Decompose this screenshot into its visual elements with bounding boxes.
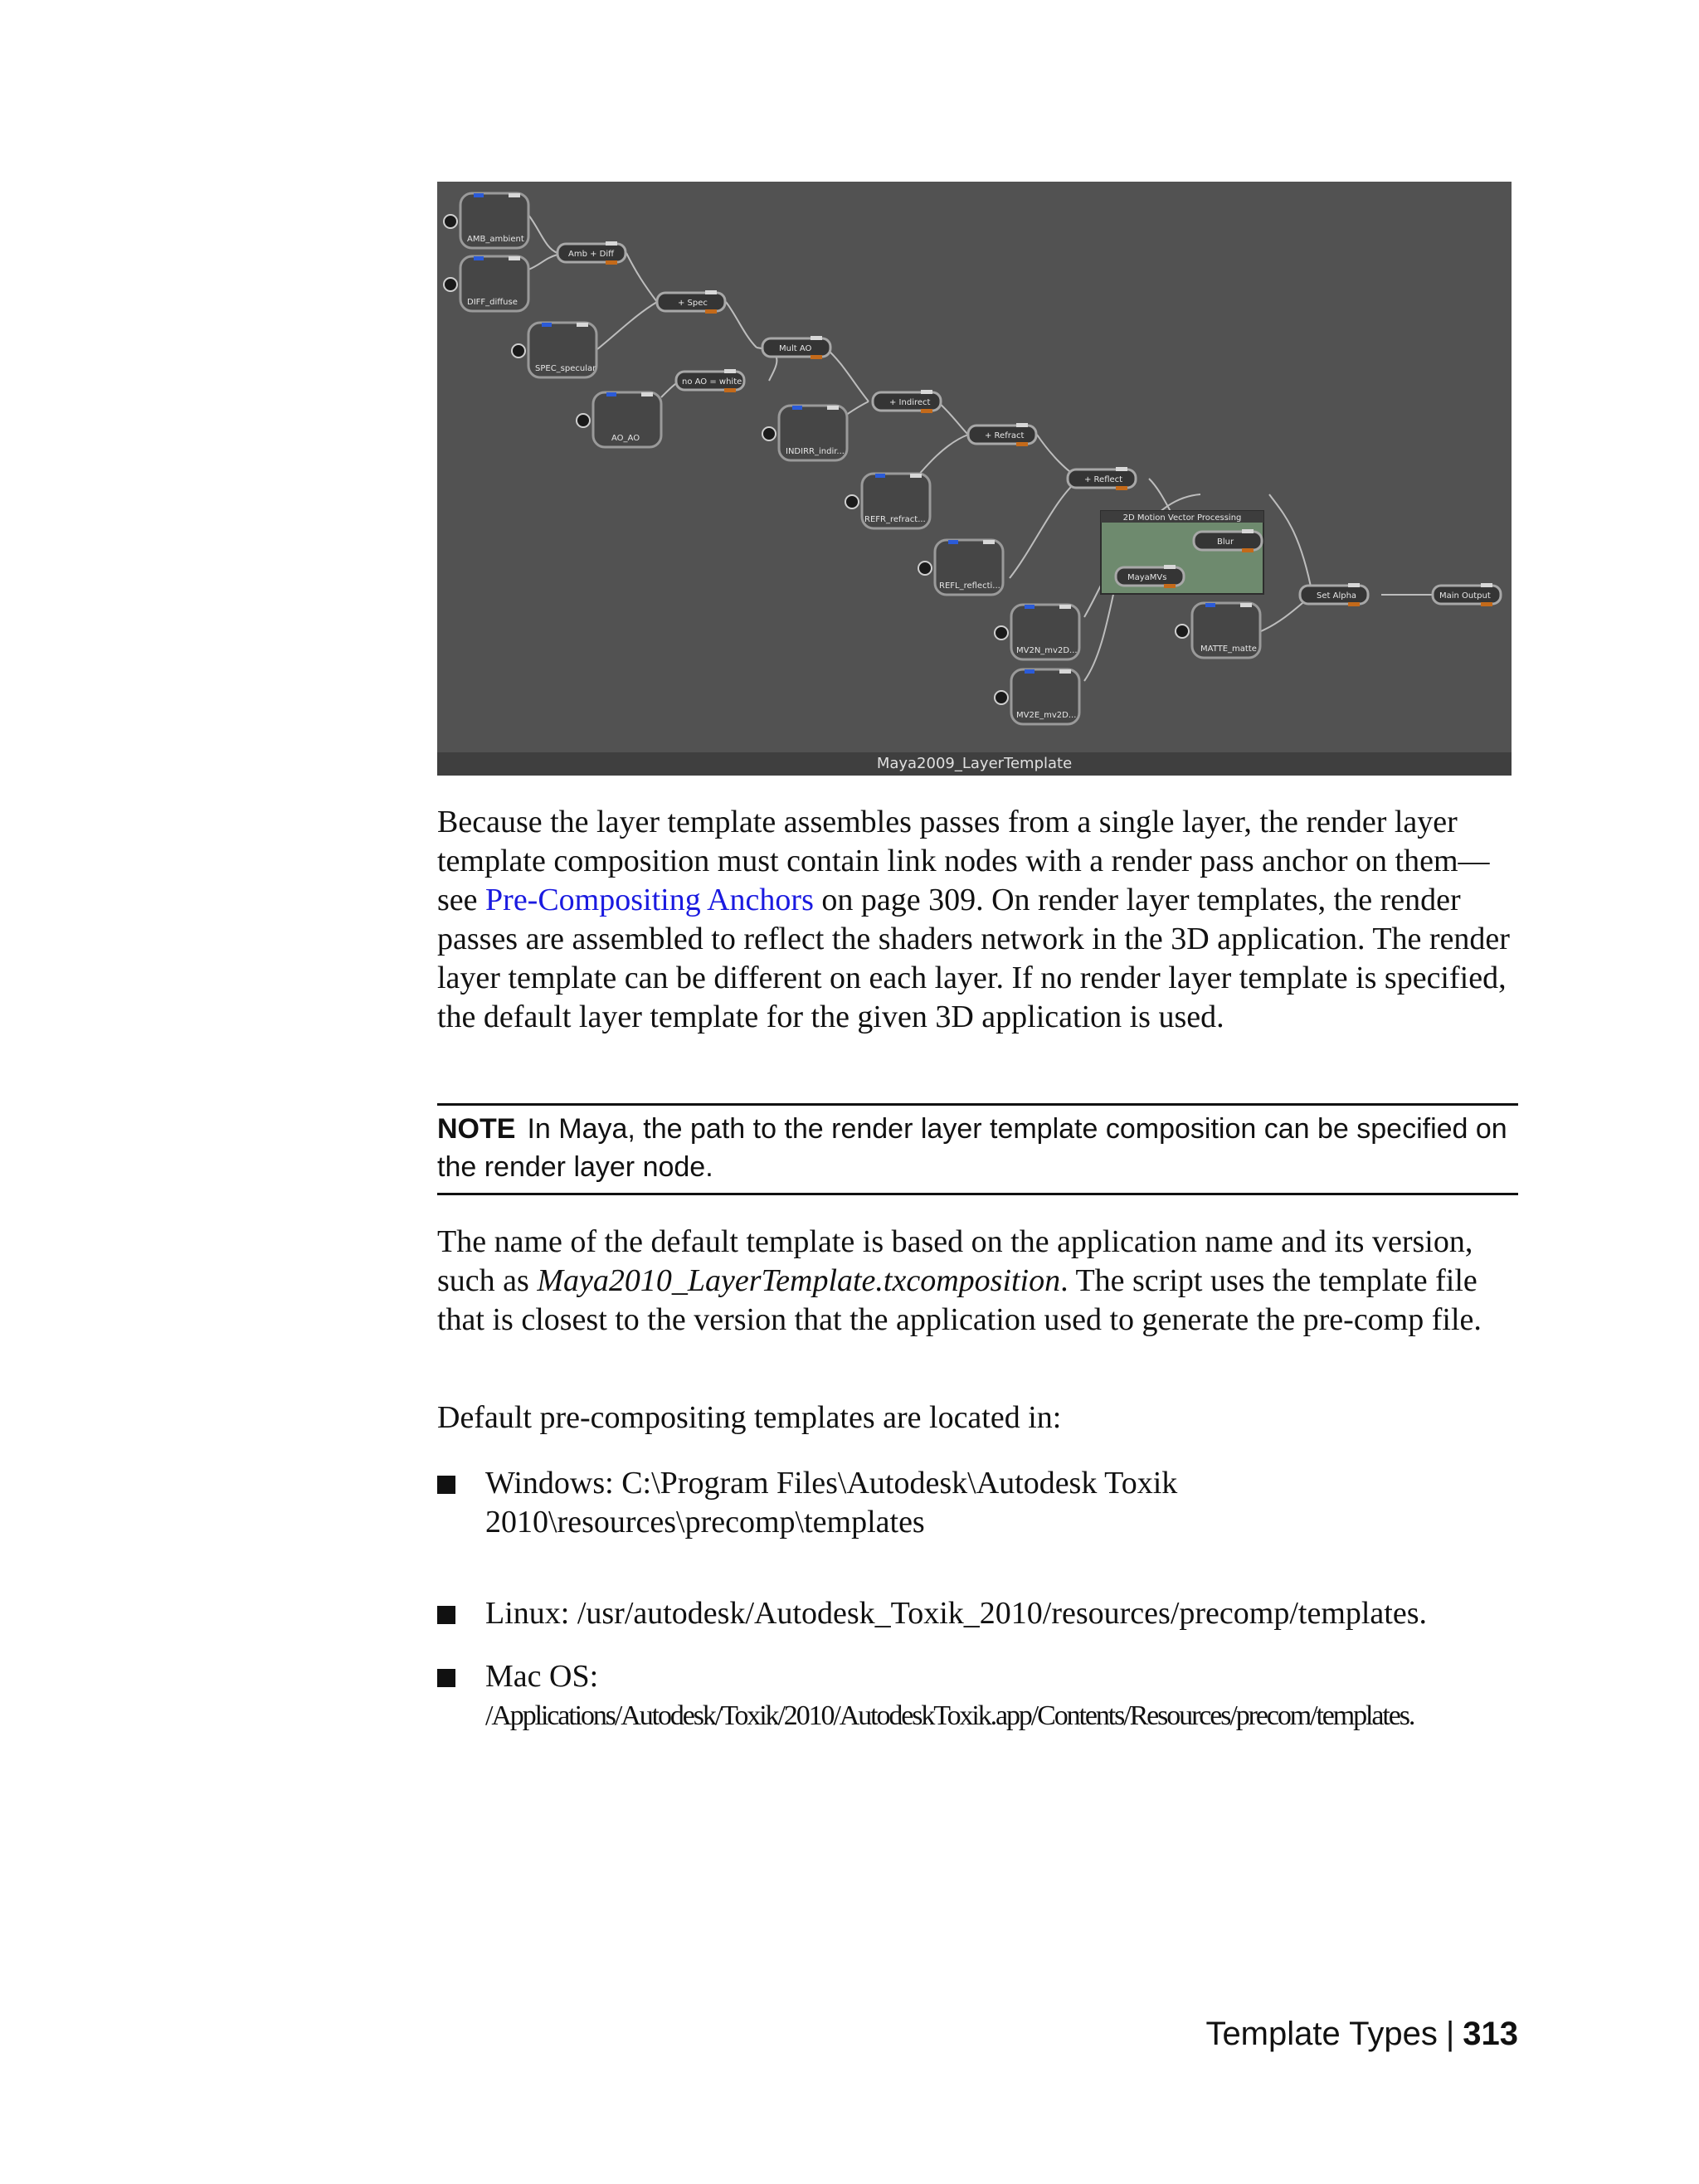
node-graph-figure	[437, 182, 1512, 776]
figure-caption: Maya2009_LayerTemplate	[437, 752, 1512, 776]
svg-text:Amb + Diff: Amb + Diff	[568, 250, 615, 259]
svg-text:AO_AO: AO_AO	[611, 434, 640, 443]
bullet-square-icon	[437, 1606, 455, 1624]
bullet-mac-label: Mac OS:	[485, 1659, 599, 1694]
node-refr-refract	[845, 474, 930, 528]
bullet-mac-content	[485, 1657, 1524, 1735]
svg-text:MV2N_mv2D...: MV2N_mv2D...	[1016, 646, 1078, 655]
svg-text:SPEC_specular: SPEC_specular	[535, 364, 596, 373]
template-filename: Maya2010_LayerTemplate.txcomposition	[537, 1263, 1061, 1298]
footer-section-title: Template Types	[1205, 2016, 1438, 2052]
paragraph-default-template-text-a: The name of the default template is based on the application name and its version, such as	[437, 1224, 1473, 1298]
node-graph	[437, 182, 1512, 776]
node-main-output	[1433, 583, 1501, 606]
paragraph-locations	[437, 1398, 1520, 1437]
svg-text:Main Output: Main Output	[1439, 591, 1491, 601]
graph-wires	[528, 215, 1433, 681]
node-blur	[1194, 529, 1262, 552]
svg-text:+ Indirect: + Indirect	[889, 398, 931, 407]
svg-text:Set Alpha: Set Alpha	[1317, 591, 1357, 601]
node-ao-ao	[577, 392, 661, 447]
footer-separator: |	[1445, 2016, 1455, 2052]
svg-text:AMB_ambient: AMB_ambient	[467, 235, 524, 244]
node-amb-ambient	[444, 193, 528, 248]
node-spec-specular	[512, 323, 596, 377]
svg-text:Mult AO: Mult AO	[779, 344, 812, 353]
svg-text:DIFF_diffuse: DIFF_diffuse	[467, 298, 518, 307]
node-amb-diff	[557, 241, 626, 265]
pre-compositing-anchors-link[interactable]: Pre-Compositing Anchors	[485, 883, 814, 917]
page-number: 313	[1463, 2016, 1518, 2052]
svg-text:MATTE_matte: MATTE_matte	[1200, 644, 1257, 654]
node-plus-reflect	[1068, 467, 1136, 490]
node-indirr-indir	[762, 406, 847, 460]
node-matte-matte	[1176, 603, 1260, 658]
note-label: NOTE	[437, 1113, 516, 1145]
svg-text:+ Spec: + Spec	[678, 299, 708, 308]
paragraph-intro	[437, 803, 1520, 1037]
bullet-mac-path: /Applications/Autodesk/Toxik/2010/AutodeskToxik.app/Contents/Resources/precom/templates.	[485, 1700, 1414, 1731]
node-set-alpha	[1300, 583, 1368, 606]
bullet-square-icon	[437, 1669, 455, 1687]
note-box	[437, 1103, 1518, 1195]
bullet-square-icon	[437, 1476, 455, 1494]
motion-vector-group-label: 2D Motion Vector Processing	[1122, 513, 1242, 523]
paragraph-locations-text: Default pre-compositing templates are located in:	[437, 1400, 1062, 1435]
node-mv2n-mv2d	[995, 605, 1079, 659]
page-footer	[1205, 2016, 1518, 2053]
svg-text:MV2E_mv2D...: MV2E_mv2D...	[1016, 711, 1077, 720]
svg-text:INDIRR_indir...: INDIRR_indir...	[786, 447, 845, 456]
svg-text:REFR_refract...: REFR_refract...	[864, 515, 926, 524]
bullet-windows-text: Windows: C:\Program Files\Autodesk\Autodesk Toxik 2010\resources\precomp\templates	[485, 1466, 1178, 1540]
paragraph-default-template	[437, 1223, 1520, 1340]
svg-text:+ Reflect: + Reflect	[1084, 475, 1123, 484]
node-plus-spec	[657, 290, 725, 314]
node-diff-diffuse	[444, 256, 528, 311]
paragraph-intro-text-a: Because the layer template assembles passes from a single layer, the render layer template composition must contain link nodes with a render pass anchor on them—see	[437, 805, 1490, 917]
node-plus-indirect	[873, 390, 941, 413]
svg-text:Blur: Blur	[1217, 537, 1234, 547]
svg-text:MayaMVs: MayaMVs	[1127, 573, 1167, 582]
svg-text:no AO = white: no AO = white	[682, 377, 742, 387]
node-mayamvs	[1116, 565, 1184, 588]
node-plus-refract	[968, 423, 1036, 446]
node-no-ao-white	[676, 369, 744, 392]
node-mult-ao	[762, 336, 830, 359]
bullet-linux-text: Linux: /usr/autodesk/Autodesk_Toxik_2010/resources/precomp/templates.	[485, 1596, 1428, 1631]
paragraph-intro-text-b: on page 309. On render layer templates, the render passes are assembled to reflect the shaders network in the 3D application. The render layer template can be different on each layer. If no render layer template is specified, the default layer template for the given 3D application is used.	[437, 883, 1510, 1034]
svg-text:+ Refract: + Refract	[985, 431, 1025, 440]
node-refl-reflecti	[918, 540, 1003, 595]
svg-text:REFL_reflecti...: REFL_reflecti...	[939, 581, 1000, 591]
note-text: In Maya, the path to the render layer template composition can be specified on the render layer node.	[437, 1113, 1507, 1183]
node-mv2e-mv2d	[995, 669, 1079, 724]
paragraph-default-template-text-b: . The script uses the template file that is closest to the version that the application used to generate the pre-comp file.	[437, 1263, 1482, 1337]
